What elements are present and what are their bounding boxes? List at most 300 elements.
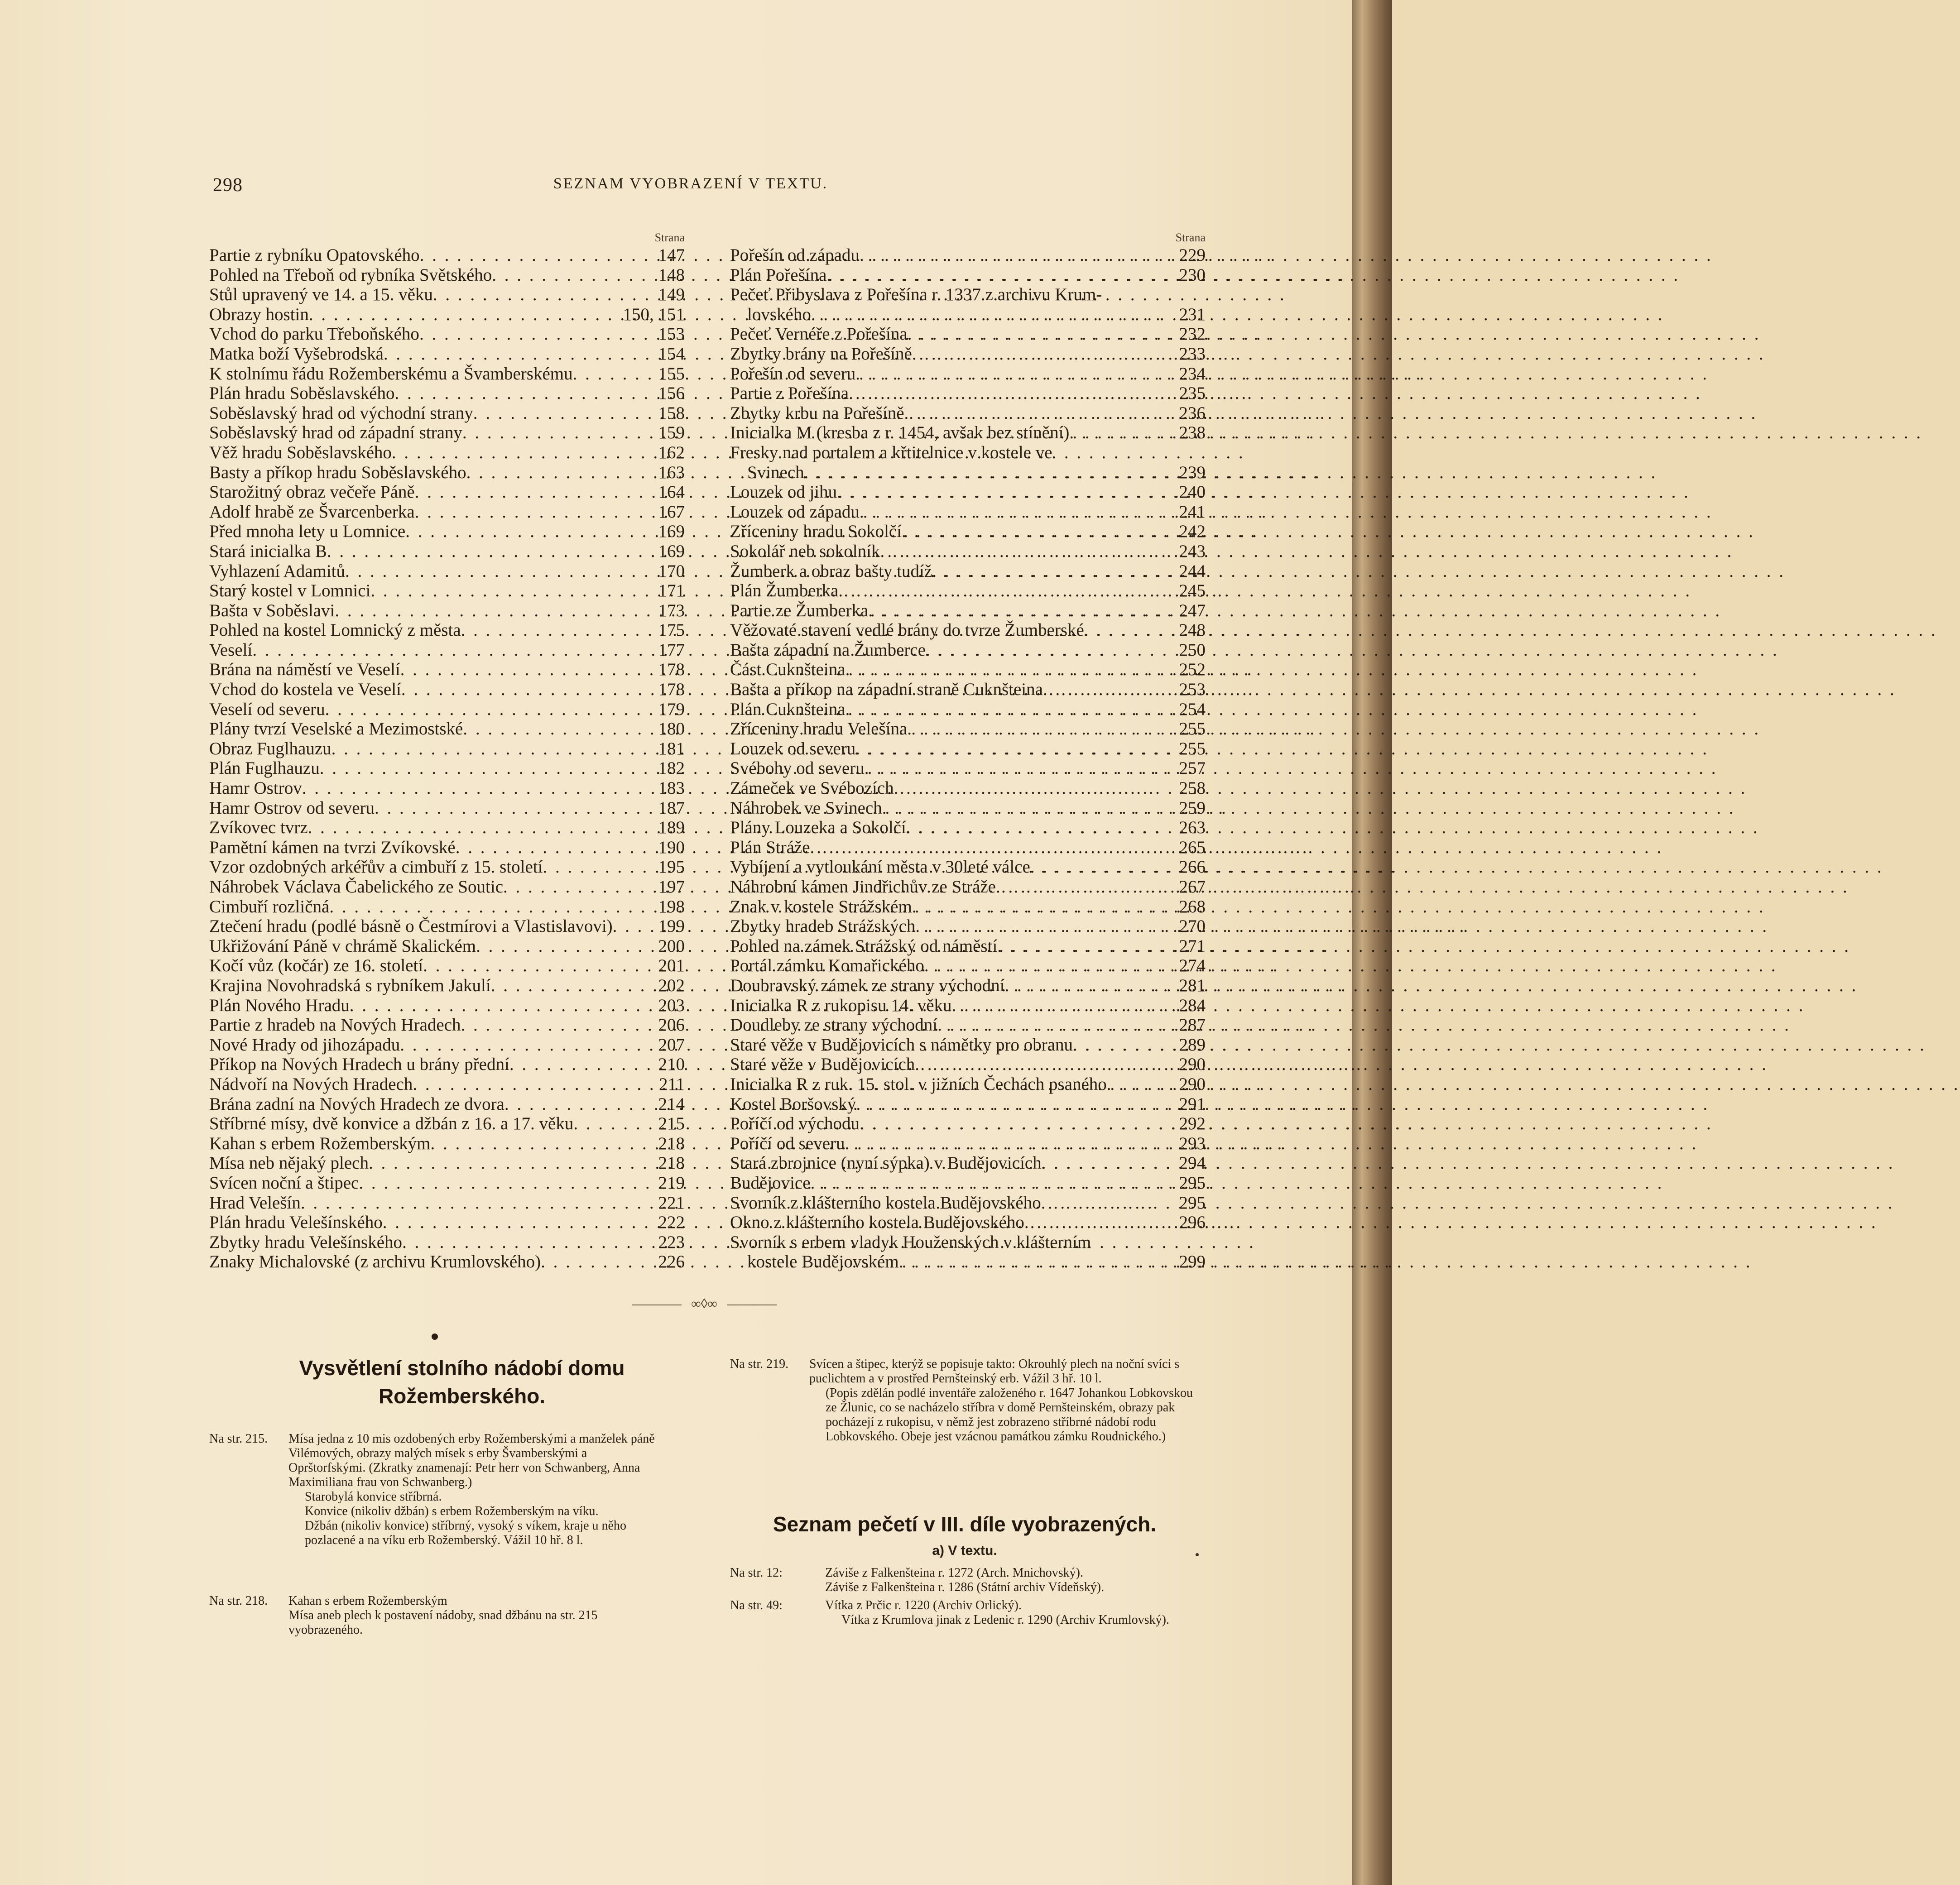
dot-leader [302,778,656,798]
toc-entry-title: Pamětní kámen na tvrzi Zvíkovské [209,837,456,857]
section-divider [632,1298,777,1312]
toc-entry-title: Vzor ozdobných arkéřův a cimbuří z 15. století [209,857,543,877]
toc-entry [730,620,1206,640]
toc-entry-title: Plány tvrzí Veselské a Mezimostské [209,719,463,739]
toc-entry [209,660,685,680]
dot-leader [383,1213,656,1233]
toc-entry-title: Poříčí od severu [730,1133,845,1153]
toc-entry [730,640,1206,660]
toc-entry [730,700,1206,719]
dot-leader [573,1114,655,1134]
toc-entry-page: 235 [1179,384,1206,403]
dot-leader [462,423,656,443]
toc-entry [209,1074,685,1094]
toc-entry [209,305,685,325]
dot-leader [463,719,655,739]
toc-entry [730,285,1206,324]
dot-leader [613,916,656,936]
toc-entry-page: 147 [658,245,685,265]
toc-entry-page: 156 [658,384,685,403]
toc-entry-page: 229 [1179,245,1206,265]
toc-entry-title: Plán hradu Soběslavského [209,384,395,403]
dot-leader [335,601,655,621]
toc-entry [209,798,685,818]
bullet-dot-icon [432,1333,438,1340]
toc-entry-page: 178 [658,660,685,680]
seal-label: Na str. 49: [730,1598,783,1612]
dot-leader [405,522,655,542]
toc-entry [209,542,685,561]
seal-line: Vítka z Krumlova jinak z Ledenic r. 1290 (Archiv Krumlovský). [841,1613,1169,1627]
dot-leader [392,443,656,463]
toc-entry [730,522,1206,542]
toc-entry-page: 226 [658,1252,685,1272]
dot-leader [331,739,656,759]
toc-entry-page: 259 [1179,798,1206,818]
running-title: SEZNAM VYOBRAZENÍ V TEXTU. [553,175,828,192]
toc-entry-title: Svorník s erbem vladyk Houženských v klášterním [730,1232,1091,1252]
dot-leader [433,285,656,305]
note-body [809,1357,1206,1444]
toc-entry-page: 189 [658,818,685,838]
toc-entry-title: Louzek od severu [730,739,856,758]
toc-entry [209,818,685,838]
toc-entry-page: 241 [1179,502,1206,522]
toc-entry-title: Stará inicialka B [209,541,327,561]
dot-leader [860,1114,1177,1134]
toc-entry-page: 234 [1179,364,1206,384]
toc-entry-page: 190 [658,837,685,857]
toc-entry-page: 219 [658,1173,685,1193]
toc-entry-title: Plán Pořešína [730,265,827,285]
toc-entry-title: Kočí vůz (kočár) ze 16. století [209,956,423,976]
dot-leader [503,877,655,897]
dot-leader [1073,1035,1176,1055]
toc-entry-page: 257 [1179,758,1206,778]
dot-leader [402,1233,655,1252]
toc-entry-title: Staré věže v Budějovicích s námětky pro obranu [730,1035,1073,1055]
toc-entry [209,344,685,364]
toc-entry [209,976,685,996]
toc-entry-page: 258 [1179,778,1206,798]
toc-entry [209,443,685,463]
toc-column-left [209,231,685,1272]
legend-title: Vysvětlení stolního nádobí domu Rožemberského. [299,1356,625,1408]
toc-entry-page: 155 [658,364,685,384]
dot-leader [1043,680,1177,700]
toc-entry-page: 294 [1179,1153,1206,1173]
toc-entry-page: 175 [658,620,685,640]
toc-entry-title: Budějovice [730,1173,811,1193]
toc-entry-title: Partie ze Žumberka [730,600,869,620]
dot-leader [400,660,656,680]
toc-entry [209,265,685,285]
dot-leader [845,700,1177,719]
speck-dot-icon [1196,1553,1199,1556]
divider-ornament-icon: ∞◊∞ [691,1296,717,1311]
dot-leader [400,1035,655,1055]
toc-entry [209,719,685,739]
toc-entry-page: 244 [1179,561,1206,581]
dot-leader [573,364,656,384]
toc-entry-title: Zámeček ve Svébozích [730,778,894,798]
seal-body [825,1598,1206,1627]
toc-entry-page: 180 [658,719,685,739]
column-header-strana: Strana [654,231,685,244]
toc-entry-page: 187 [658,798,685,818]
dot-leader [359,1173,655,1193]
toc-entry-page: 274 [1179,956,1206,976]
toc-entry [209,245,685,265]
toc-entry [730,1055,1206,1074]
note-body [288,1432,664,1548]
toc-entry-page: 222 [658,1213,685,1233]
toc-entry [730,798,1206,818]
toc-entry [730,1193,1206,1213]
toc-entry [730,1173,1206,1193]
toc-entry-title: Zvíkovec tvrz [209,818,308,838]
toc-entry-title: Portál zámku Komařického [730,956,924,976]
toc-entry-title: Mísa neb nějaký plech [209,1153,369,1173]
toc-entry-title: Pořešín od západu [730,245,860,265]
dot-leader [369,1153,656,1173]
dot-leader [837,482,1176,502]
dot-leader [997,936,1176,956]
seal-entry [730,1566,1206,1595]
toc-entry-title: Znak v kostele Strážském [730,897,912,916]
toc-entry-title: Zbytky brány na Pořešíně [730,344,912,364]
toc-entry-page: 255 [1179,719,1206,739]
dot-leader [915,1055,1176,1074]
toc-entry-title: Náhrobek Václava Čabelického ze Soutic [209,877,504,897]
dot-leader [541,1252,655,1272]
toc-entry-title: Pečeť Přibyslava z Pořešína r. 1337 z archivu Krum- [730,285,1102,305]
toc-entry-page: 270 [1179,916,1206,936]
dot-leader [838,581,1176,601]
toc-entry-page: 181 [658,739,685,758]
dot-leader [860,502,1177,522]
toc-entry [730,739,1206,759]
dot-leader [325,700,656,719]
toc-entry-page: 169 [658,522,685,542]
toc-entry [730,996,1206,1016]
dot-leader [1004,976,1176,996]
note-line: Svícen a štipec, kterýž se popisuje takto: Okrouhlý plech na noční svíci s puclichtem a v prostřed Pernšteinský erb. Vážil 3 hř. 10 l. [809,1357,1180,1386]
toc-entry-title: Krajina Novohradská s rybníkem Jakulí [209,975,491,995]
dot-leader [320,758,656,778]
note-label: Na str. 219. [730,1357,789,1371]
toc-entry [209,1233,685,1252]
toc-entry-page: 268 [1179,897,1206,916]
seals-subtitle: a) V textu. [932,1543,997,1558]
toc-entry-page: 230 [1179,265,1206,285]
dot-leader [401,680,656,700]
dot-leader [301,1193,656,1213]
page-header [213,174,1168,201]
toc-entry [209,581,685,601]
dot-leader [912,344,1177,364]
toc-entry-title: Pořešín od severu [730,364,856,384]
toc-entry-title: Soběslavský hrad od východní strany [209,403,473,423]
dot-leader [350,996,656,1016]
toc-entry-title: Bašta západní na Žumberce [730,640,926,660]
note-line: Džbán (nikoliv konvice) stříbrný, vysoký s víkem, kraje u něho pozlacené a na víku erb Rožemberský. Vážil 10 hř. 8 l. [305,1519,626,1547]
toc-entry-page: 158 [658,403,685,423]
toc-entry [730,561,1206,581]
note-line: (Popis zdělán podlé inventáře založeného r. 1647 Johankou Lobkovskou ze Žlunic, co se nacházelo stříbra v domě Pernšteinském, obrazy pak pocházejí z rukopisu, v němž jest zobrazeno stříbrné nádobí rodu Lobkovského. Obeje jest vzácnou památkou zámku Roudnického.) [826,1386,1193,1444]
toc-entry [209,916,685,936]
toc-entry-title: Hrad Velešín [209,1193,301,1213]
toc-entry-page: 245 [1179,581,1206,601]
dot-leader [1107,1074,1177,1094]
dot-leader [860,245,1177,265]
column-header-strana: Strana [1175,231,1206,244]
page-number: 298 [213,175,243,196]
toc-entry [209,285,685,305]
toc-entry-page: 198 [658,897,685,916]
toc-entry [730,1015,1206,1035]
seal-label: Na str. 12: [730,1566,783,1580]
toc-entry [209,1173,685,1193]
toc-entry-title: Starý kostel v Lomnici [209,581,371,601]
toc-entry [730,502,1206,522]
toc-entry [730,265,1206,285]
toc-entry [209,739,685,759]
toc-entry [730,818,1206,838]
toc-entry [209,620,685,640]
toc-entry-title: Obraz Fuglhauzu [209,739,331,758]
toc-entry-title: Příkop na Nových Hradech u brány přední [209,1055,509,1074]
toc-entry-title: Inicialka M (kresba z r. 1454, avšak bez stínění) [730,423,1070,443]
toc-entry [209,1114,685,1134]
toc-entry-title: Plány Louzeka a Sokolčí [730,818,906,838]
toc-entry-title: Stará zbrojnice (nyní sýpka) v Budějovicích [730,1153,1042,1173]
dot-leader [473,403,656,423]
toc-entry [730,838,1206,858]
toc-entry-title: Vchod do parku Třeboňského [209,324,419,344]
toc-entry-title: Plán Cuknšteina [730,699,845,719]
toc-entry [209,640,685,660]
toc-entry-page: 271 [1179,936,1206,956]
toc-entry [730,601,1206,621]
toc-entry [730,758,1206,778]
dot-leader [855,364,1176,384]
toc-entry [209,324,685,344]
dot-leader [855,739,1176,759]
legend-note [209,1594,664,1637]
toc-entry [209,1094,685,1114]
toc-entry [209,1153,685,1173]
dot-leader [423,956,655,976]
toc-entry-page: 292 [1179,1114,1206,1134]
toc-entry-title: Část Cuknšteina [730,660,845,680]
dot-leader [476,936,655,956]
toc-entry-page: 248 [1179,620,1206,640]
dot-leader [413,1074,656,1094]
toc-entry-page: 197 [658,877,685,897]
toc-entry-page: 236 [1179,403,1206,423]
toc-entry [730,384,1206,403]
toc-entry-page: 163 [658,462,685,482]
toc-entry-title: Žumberk a obraz bašty tudíž [730,561,932,581]
toc-entry-page: 173 [658,600,685,620]
toc-entry [730,778,1206,798]
note-line: Konvice (nikoliv džbán) s erbem Rožemberským na víku. [305,1504,599,1518]
toc-entry-title: Soběslavský hrad od západní strany [209,423,462,443]
dot-leader [461,1015,656,1035]
note-line: Mísa aneb plech k postavení nádoby, snad džbánu na str. 215 vyobrazeného. [288,1608,598,1637]
dot-leader [882,798,1177,818]
toc-entry [209,700,685,719]
dot-leader [907,719,1176,739]
toc-entry-page: 203 [658,995,685,1015]
seal-line: Záviše z Falkenšteina r. 1272 (Arch. Mnichovský). [825,1566,1083,1580]
toc-entry-title: Svébohy od severu [730,758,865,778]
toc-entry-title: Zbytky krbu na Pořešíně [730,403,904,423]
toc-entry-page: 195 [658,857,685,877]
dot-leader [924,956,1177,976]
toc-entry [730,443,1206,482]
toc-entry [730,423,1206,443]
dot-leader [419,324,656,344]
toc-list-right [730,245,1206,1272]
toc-entry-title: Pohled na zámek Strážský od náměstí [730,936,998,956]
toc-entry-page: 149 [658,285,685,305]
toc-entry [209,936,685,956]
toc-entry-title: Plán Stráže [730,837,810,857]
dot-leader [327,542,656,561]
toc-entry [730,1153,1206,1173]
dot-leader [308,818,656,838]
dot-leader [492,265,655,285]
dot-leader [1084,620,1177,640]
toc-entry-page: 162 [658,442,685,462]
toc-entry-page: 167 [658,502,685,522]
toc-entry [209,463,685,483]
dot-leader [1041,1193,1177,1213]
toc-entry [209,561,685,581]
dot-leader [899,1252,1177,1272]
dot-leader [894,778,1177,798]
toc-entry-page: 267 [1179,877,1206,897]
dot-leader [456,838,656,858]
toc-entry-title: Znaky Michalovské (z archivu Krumlovského) [209,1252,541,1272]
toc-entry [209,877,685,897]
toc-entry-title: Obrazy hostin [209,304,309,324]
dot-leader [926,640,1176,660]
toc-entry [730,857,1206,877]
dot-leader [394,384,655,403]
dot-leader [1042,1153,1177,1173]
dot-leader [915,916,1176,936]
dot-leader [810,838,1177,858]
toc-entry-title: Matka boží Vyšebrodská [209,344,384,364]
toc-entry-page: 218 [658,1153,685,1173]
toc-entry [730,245,1206,265]
toc-entry-title: Louzek od jihu [730,482,837,502]
toc-entry [209,1015,685,1035]
dot-leader [509,1055,656,1074]
toc-entry-title: Zbytky hradu Velešínského [209,1232,403,1252]
dot-leader [1069,423,1176,443]
toc-entry-title: Pohled na Třeboň od rybníka Světského [209,265,492,285]
dot-leader [865,758,1177,778]
dot-leader [906,818,1177,838]
note-label: Na str. 215. [209,1432,268,1446]
toc-entry-title: Veselí od severu [209,699,325,719]
toc-entry-page: 287 [1179,1015,1206,1035]
dot-leader [902,522,1176,542]
dot-leader [904,403,1177,423]
toc-entry-page: 164 [658,482,685,502]
toc-entry-page: 291 [1179,1094,1206,1114]
dot-leader [932,561,1176,581]
dot-leader [430,1134,655,1154]
toc-entry-page: 206 [658,1015,685,1035]
seal-line: Záviše z Falkenšteina r. 1286 (Státní archiv Vídeňský). [825,1580,1105,1594]
dot-leader [252,640,655,660]
toc-entry-page: 290 [1179,1055,1206,1074]
toc-entry-title: Věžovaté stavení vedlé brány do tvrze Žumberské [730,620,1084,640]
seal-body [825,1566,1206,1595]
toc-entry-page: 179 [658,699,685,719]
toc-entry-page: 178 [658,680,685,700]
toc-entry-page: 240 [1179,482,1206,502]
toc-entry-title: Vchod do kostela ve Veselí [209,680,401,700]
dot-leader [1024,1213,1177,1233]
toc-entry-title: Bašta a příkop na západní straně Cuknšteina [730,680,1043,700]
dot-leader [849,384,1176,403]
toc-entry-page: 211 [658,1074,685,1094]
legend-note [209,1432,664,1548]
dot-leader [996,877,1177,897]
toc-entry-title: Stůl upravený ve 14. a 15. věku [209,285,433,305]
legend-note [730,1357,1206,1444]
dot-leader [504,1094,656,1114]
toc-entry-title: Náhrobní kámen Jindřichův ze Stráže [730,877,996,897]
toc-entry-title: Basty a příkop hradu Soběslavského [209,462,466,482]
toc-entry-title: Kahan s erbem Rožemberským [209,1133,431,1153]
toc-entry-page: 265 [1179,837,1206,857]
dot-leader [415,502,656,522]
toc-entry-page: 242 [1179,522,1206,542]
toc-entry-title: Vybíjení a vytloukání města v 30leté válce [730,857,1030,877]
toc-entry-page: 238 [1179,423,1206,443]
note-body [288,1594,664,1637]
toc-entry [209,897,685,917]
toc-entry-title: Inicialka R z rukopisu 14. věku [730,995,952,1015]
toc-entry-title: Poříčí od východu [730,1114,860,1134]
toc-entry-title: Věž hradu Soběslavského [209,442,392,462]
toc-entry [209,1055,685,1074]
toc-entry-page: 295 [1179,1173,1206,1193]
toc-entry-page: 293 [1179,1133,1206,1153]
toc-entry-page: 223 [658,1232,685,1252]
dot-leader [370,581,655,601]
toc-entry [209,1134,685,1154]
toc-entry-page: 290 [1179,1074,1206,1094]
toc-entry [209,502,685,522]
dot-leader [845,660,1177,680]
dot-leader [1030,857,1177,877]
toc-entry [730,877,1206,897]
toc-entry [730,344,1206,364]
toc-entry-title: Brána zadní na Nových Hradech ze dvora [209,1094,504,1114]
toc-entry-page: 299 [1179,1252,1206,1272]
toc-entry-title: Starožitný obraz večeře Páně [209,482,415,502]
toc-entry-page: 215 [658,1114,685,1134]
toc-entry-title-continued: lovského [747,304,811,324]
